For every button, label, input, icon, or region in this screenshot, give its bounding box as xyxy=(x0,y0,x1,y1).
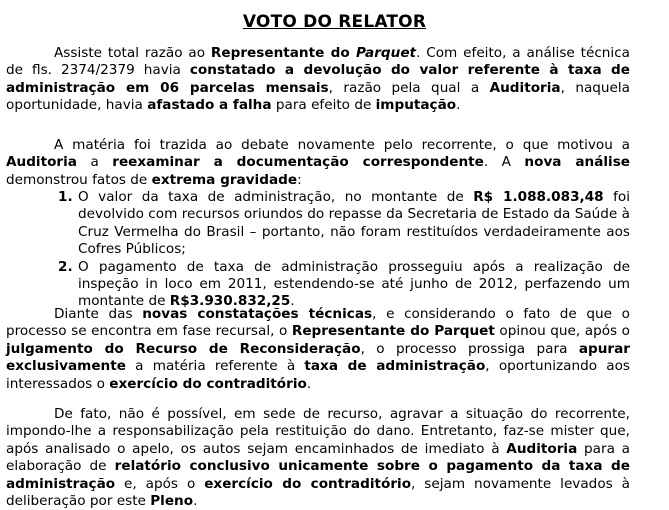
bold-text: exercício do contraditório xyxy=(204,475,412,492)
bold-text: apurar exclusivamente xyxy=(6,340,631,375)
text: . xyxy=(290,293,295,310)
bold-text xyxy=(211,45,416,61)
bold-text: imputação xyxy=(375,97,457,114)
bold-text: Auditoria xyxy=(506,440,578,457)
text: demonstrou fatos de xyxy=(6,171,152,188)
bold-text: nova análise xyxy=(524,154,631,171)
text: O valor da taxa de administração, no montante de xyxy=(78,189,474,205)
paragraph-4 xyxy=(6,406,630,510)
text: Assiste total razão ao xyxy=(54,45,211,61)
text: . A xyxy=(483,154,525,171)
text: . Com efeito, a análise técnica de fls. 2374/2379 havia xyxy=(6,45,630,79)
bold-text: Auditoria xyxy=(489,79,561,96)
list-item xyxy=(58,259,630,311)
text: . xyxy=(456,97,461,114)
page-title: VOTO DO RELATOR xyxy=(242,12,427,32)
text: e, após o xyxy=(115,475,205,492)
text: . xyxy=(193,493,198,510)
numbered-list xyxy=(58,189,630,311)
text: : xyxy=(297,171,302,188)
text: , sejam novamente levados à deliberação por este xyxy=(6,475,630,510)
bold-text-part: Representante do xyxy=(210,45,356,61)
bold-text: R$3.930.832,25 xyxy=(169,293,291,310)
bold-text: taxa de administração xyxy=(304,358,486,375)
bold-text: R$ 1.088.083,48 xyxy=(473,189,604,205)
paragraph-1 xyxy=(6,45,630,115)
bold-text: reexaminar a documentação correspondente xyxy=(112,154,484,171)
bold-text: afastado a falha xyxy=(147,97,272,114)
text: a matéria referente à xyxy=(125,358,305,375)
paragraph-2 xyxy=(6,137,630,189)
bold-text: relatório conclusivo unicamente sobre o pagamento da taxa de administração xyxy=(6,458,631,492)
text: O pagamento de taxa de administração prosseguiu após a realização de inspeção in loco em 2011, estendendo-se até junho de 2012, perfazendo um montante de xyxy=(78,258,630,310)
text: para a elaboração de xyxy=(6,440,630,475)
text: Diante das xyxy=(54,306,143,322)
text: a xyxy=(76,154,113,171)
text: De fato, não é possível, em sede de recurso, agravar a situação do recorrente, impondo-lhe a responsabilização pela restituição do dano. Entretanto, faz-se mister que, após analisado o apelo, os autos sejam encaminhados de imediato à xyxy=(6,406,630,457)
text: , razão pela qual a xyxy=(328,79,490,96)
text: , oportunizando aos interessados o xyxy=(6,358,630,392)
bold-text: Pleno xyxy=(150,493,194,510)
bold-text: novas constatações técnicas xyxy=(142,306,373,322)
text: opinou que, após o xyxy=(494,323,630,340)
italic-text: Parquet xyxy=(355,45,417,61)
text: foi devolvido com recursos oriundos do repasse da Secretaria de Estado da Saúde à Cruz Vermelha do Brasil – portanto, não foram restituídos verdadeiramente aos Cofres Públicos; xyxy=(78,189,630,258)
bold-text: Auditoria xyxy=(6,154,77,171)
text: para efeito de xyxy=(271,97,376,114)
text: , naquela oportunidade, havia xyxy=(6,79,630,114)
bold-text: extrema gravidade xyxy=(151,171,298,188)
bold-text: exercício do contraditório xyxy=(109,375,307,392)
list-number: 2. xyxy=(58,258,73,275)
text: , o processo prossiga para xyxy=(360,340,579,357)
list-item xyxy=(58,189,630,259)
text: , e considerando o fato de que o processo se encontra em fase recursal, o xyxy=(6,306,630,340)
text: . xyxy=(306,375,312,392)
bold-text: Representante do Parquet xyxy=(291,323,495,340)
bold-text: julgamento do Recurso de Reconsideração xyxy=(6,340,361,357)
text: A matéria foi trazida ao debate novamente pelo recorrente, o que motivou a xyxy=(54,137,630,153)
paragraph-3 xyxy=(6,306,630,393)
list-number: 1. xyxy=(58,189,73,205)
bold-text: constatado a devolução do valor referente à taxa de administração em 06 parcelas mensais xyxy=(6,62,630,96)
